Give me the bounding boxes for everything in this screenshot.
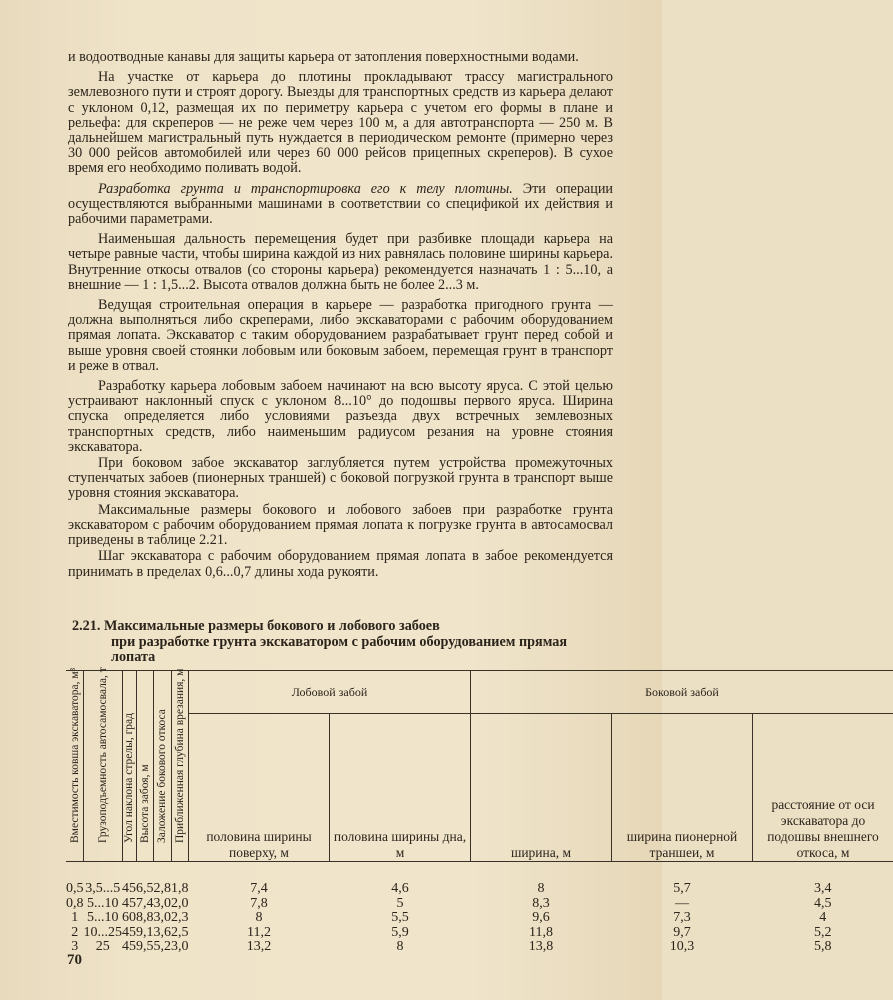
table-cell: 3 xyxy=(71,939,79,954)
table-cell: 2,3 xyxy=(171,910,189,925)
table-cell: 10,3 xyxy=(669,939,695,954)
table-cell: 5...10 xyxy=(87,910,119,925)
body-text xyxy=(68,50,613,585)
table-cell: 3,0 xyxy=(171,939,189,954)
table-cell: 5,8 xyxy=(814,939,832,954)
table-cell: 7,3 xyxy=(673,910,691,925)
table-cell: 6,5 xyxy=(136,881,154,896)
table-cell: 60 xyxy=(122,910,136,925)
table-cell: 8 xyxy=(537,881,545,896)
table-cell: 8,8 xyxy=(136,910,154,925)
table-cell: 45 xyxy=(122,881,136,896)
table-cell: 3,4 xyxy=(814,881,832,896)
header-slope: Заложение бокового откоса xyxy=(154,671,172,862)
header-boom-angle: Угол наклона стрелы, град xyxy=(122,671,136,862)
paragraph: Разработка грунта и транспортировка его к телу плотины. Эти операции осуществляются выбранными машинами в соответствии со спецификой их действия и рабочими параметрами. xyxy=(68,180,614,228)
table-cell: 0,5 xyxy=(66,881,84,896)
paragraph: Шаг экскаватора с рабочим оборудованием прямая лопата в забое рекомендуется принимать в пределах 0,6...0,7 длины хода рукояти. xyxy=(68,548,613,580)
header-cut-depth: Приближенная глубина врезания, м xyxy=(171,671,189,862)
data-table xyxy=(66,667,893,955)
table-cell: 13,2 xyxy=(246,939,272,954)
table-cell: 8 xyxy=(255,910,263,925)
table-cell: 25 xyxy=(95,939,110,954)
table-cell: 1 xyxy=(71,910,79,925)
table-cell: 3,5...5 xyxy=(85,881,121,896)
paragraph: Наименьшая дальность перемещения будет при разбивке площади карьера на четыре равные части, чтобы ширина каждой из них равнялась половине ширины карьера. Внутренние откосы отвалов (со стороны карьера) рекомендуется назначать 1 : 5...10, а внешние — 1 : 1,5...2. Высота отвалов должна быть не более 2...3 м. xyxy=(68,231,613,293)
table-row xyxy=(66,862,893,897)
table-title-line2: при разработке грунта экскаватором с рабочим оборудованием прямая лопата xyxy=(111,633,568,665)
paragraph: Максимальные размеры бокового и лобового забоев при разработке грунта экскаватором с рабочим оборудованием прямая лопата к погрузке грунта в автосамосвал приведены в таблице 2.21. xyxy=(68,501,613,549)
table-cell: 4,5 xyxy=(814,895,832,911)
table-cell: 13,8 xyxy=(528,939,554,954)
header-side-distance: расстояние от оси экскаватора до подошвы внешнего откоса, м xyxy=(753,714,893,862)
paragraph: При боковом забое экскаватор заглубляется путем устройства промежуточных ступенчатых забоев (пионерных траншей) с боковой погрузкой грунта в транспорт выше уровня стояния экскаватора. xyxy=(68,455,613,502)
table-row xyxy=(66,940,893,955)
header-side-pioneer: ширина пионерной траншеи, м xyxy=(612,714,753,862)
table-cell: 0,8 xyxy=(66,895,84,911)
table-cell: 8,3 xyxy=(532,895,550,911)
header-truck-capacity: Грузоподъемность автосамосвала, т xyxy=(84,671,123,862)
table-cell: 2 xyxy=(71,924,79,940)
header-face-height: Высота забоя, м xyxy=(136,671,154,862)
table-cell: 9,6 xyxy=(532,910,550,925)
table-cell: 1,8 xyxy=(171,881,189,896)
table-cell: 45 xyxy=(122,924,136,940)
table-cell: 9,5 xyxy=(136,939,154,954)
table-cell: 7,4 xyxy=(136,895,154,911)
table-cell: 45 xyxy=(122,939,136,954)
table-row xyxy=(66,897,893,912)
header-frontal-top-half: половина ширины поверху, м xyxy=(189,714,330,862)
table-cell: 4,6 xyxy=(391,881,409,896)
italic-lead: Разработка грунта и транспортировка его к телу плотины. xyxy=(98,180,513,197)
table-title xyxy=(72,619,612,666)
header-side-width: ширина, м xyxy=(471,714,612,862)
table-cell: 11,2 xyxy=(247,924,271,940)
table-cell: 3,6 xyxy=(153,924,171,940)
table-cell: 10...25 xyxy=(83,924,122,940)
table-cell: 3,0 xyxy=(153,910,171,925)
table-cell: 3,0 xyxy=(153,895,171,911)
table-cell: 8 xyxy=(396,939,404,954)
table-cell: 9,1 xyxy=(136,924,154,940)
table-row xyxy=(66,911,893,926)
header-group-frontal: Лобовой забой xyxy=(189,671,471,714)
table-cell: 5,2 xyxy=(153,939,171,954)
table-row xyxy=(66,926,893,941)
table-cell: 2,8 xyxy=(153,881,171,896)
table-cell: — xyxy=(675,895,689,911)
table-title-line1: Максимальные размеры бокового и лобового забоев xyxy=(104,618,440,634)
data-table-wrap xyxy=(66,667,879,955)
header-frontal-bottom-half: половина ширины дна, м xyxy=(330,714,471,862)
paragraph: На участке от карьера до плотины прокладывают трассу магистрального землевозного пути и строят дорогу. Выезды для транспортных средств из карьера делают с уклоном 0,12, размещая их по периметру карьера с учетом его формы в плане и рельефа: для скреперов — не реже чем через 100 м, а для автотранспорта — 250 м. В дальнейшем магистральный путь нуждается в периодическом ремонте (примерно через 30 000 рейсов автомобилей или через 60 000 рейсов прицепных скреперов). В сухое время его необходимо поливать водой. xyxy=(68,69,613,177)
table-cell: 2,0 xyxy=(171,895,189,911)
table-cell: 5,9 xyxy=(391,924,409,940)
table-cell: 5,5 xyxy=(391,910,409,925)
table-cell: 45 xyxy=(122,895,136,911)
table-cell: 7,8 xyxy=(250,895,268,911)
table-cell: 5 xyxy=(396,895,404,911)
header-group-side: Боковой забой xyxy=(471,671,893,714)
table-cell: 5...10 xyxy=(87,895,119,911)
table-number: 2.21. xyxy=(72,618,101,634)
paragraph: Ведущая строительная операция в карьере — разработка пригодного грунта — должна выполняться либо скреперами, либо экскаваторами с рабочим оборудованием прямая лопата. Экскаватор с таким оборудованием разрабатывает грунт перед собой и выше уровня своей стоянки лобовым или боковым забоем, перемещая грунт в транспорт и реже в отвал. xyxy=(68,297,613,374)
paragraph: и водоотводные канавы для защиты карьера от затопления поверхностными водами. xyxy=(68,49,579,65)
table-cell: 5,7 xyxy=(673,881,691,896)
header-bucket-capacity: Вместимость ковша экскаватора, м³ xyxy=(66,671,84,862)
paragraph: Разработку карьера лобовым забоем начинают на всю высоту яруса. С этой целью устраивают наклонный спуск с уклоном 8...10° до подошвы первого яруса. Ширина спуска определяется либо условиями разъезда двух встречных землевозных транспортных средств, либо наименьшим радиусом резания на уровне стояния экскаватора. xyxy=(68,378,613,455)
table-cell: 7,4 xyxy=(250,881,268,896)
table-cell: 2,5 xyxy=(171,924,189,940)
table-cell: 9,7 xyxy=(673,924,691,940)
table-cell: 4 xyxy=(819,910,827,925)
page-number: 70 xyxy=(67,952,82,968)
table-cell: 11,8 xyxy=(529,924,553,940)
table-cell: 5,2 xyxy=(814,924,832,940)
